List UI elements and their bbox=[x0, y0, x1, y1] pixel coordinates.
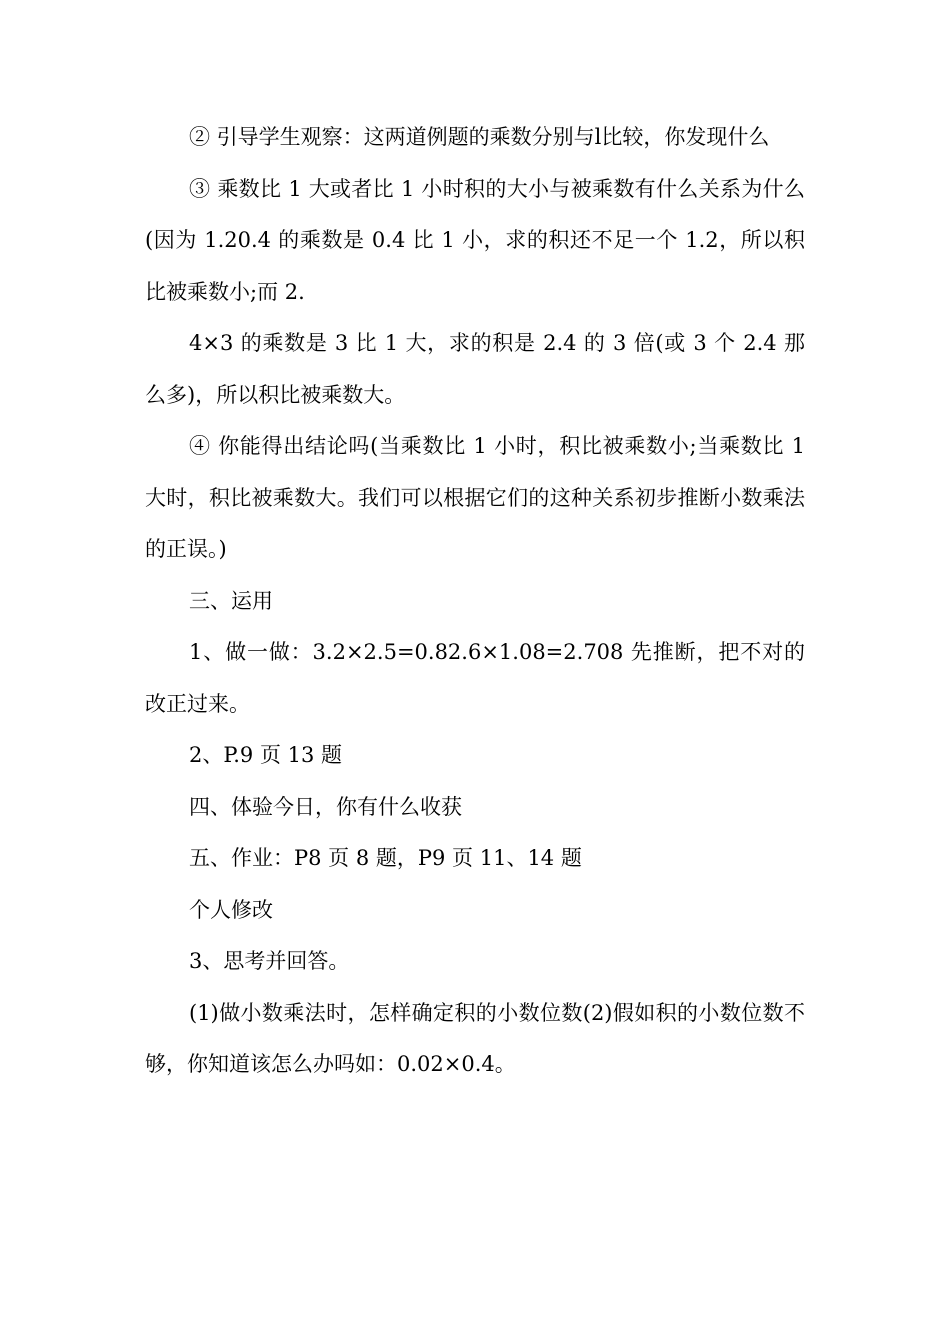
paragraph-exercise-2: 2、P.9 页 13 题 bbox=[189, 743, 343, 767]
paragraph-observe: ② 引导学生观察：这两道例题的乘数分别与l比较，你发现什么 bbox=[189, 125, 770, 149]
paragraph-example-4x3: 4×3 的乘数是 3 比 1 大，求的积是 2.4 的 3 倍(或 3 个 2.4 那么多)，所以积比被乘数大。 bbox=[145, 331, 805, 407]
paragraph-conclusion: ④ 你能得出结论吗(当乘数比 1 小时，积比被乘数小;当乘数比 1 大时，积比被乘数大。我们可以根据它们的这种关系初步推断小数乘法的正误。) bbox=[145, 434, 805, 561]
paragraph-personal-edit: 个人修改 bbox=[189, 897, 273, 922]
document-body bbox=[145, 112, 805, 1091]
section-heading-apply: 三、运用 bbox=[189, 588, 273, 613]
paragraph-exercise-1: 1、做一做：3.2×2.5=0.82.6×1.08=2.708 先推断，把不对的改正过来。 bbox=[145, 640, 805, 716]
paragraph-question-1: (1)做小数乘法时，怎样确定积的小数位数(2)假如积的小数位数不够，你知道该怎么办吗如：0.02×0.4。 bbox=[145, 1000, 805, 1076]
paragraph-multiplier-relation: ③ 乘数比 1 大或者比 1 小时积的大小与被乘数有什么关系为什么(因为 1.20.4 的乘数是 0.4 比 1 小，求的积还不足一个 1.2，所以积比被乘数小;而 2. bbox=[145, 176, 805, 304]
section-heading-homework: 五、作业：P8 页 8 题，P9 页 11、14 题 bbox=[189, 846, 582, 870]
section-heading-reflect: 四、体验今日，你有什么收获 bbox=[189, 794, 462, 819]
paragraph-think-answer: 3、思考并回答。 bbox=[189, 949, 350, 973]
